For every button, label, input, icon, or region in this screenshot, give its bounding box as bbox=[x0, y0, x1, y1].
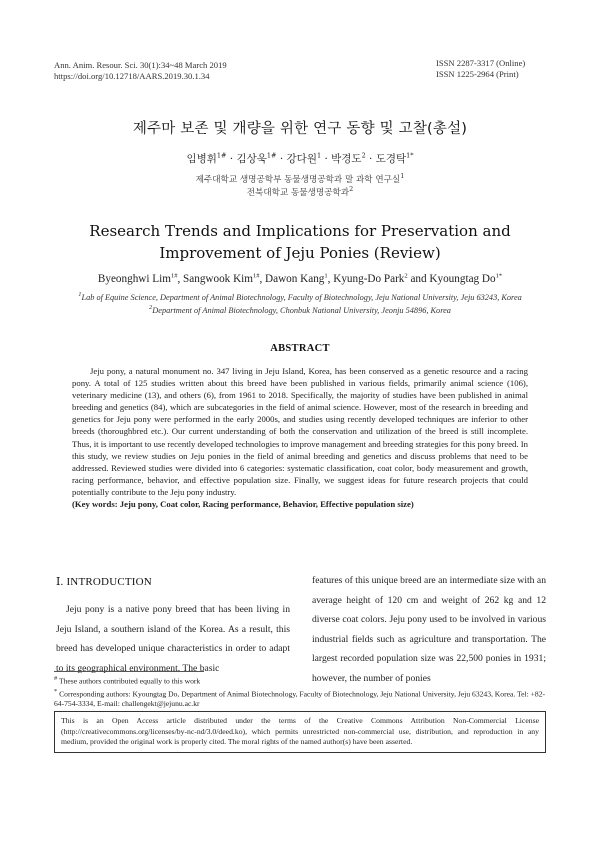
korean-affiliation-2: 전북대학교 동물생명공학과$^2$ bbox=[246, 185, 354, 198]
footnote-rule bbox=[54, 671, 204, 672]
license-box: This is an Open Access article distributed under the terms of the Creative Commons Attribution Non-Commercial License (http://creativecommons.org/licenses/by-nc-nd/3.0/deed.ko), which permits unrestricted non-commercial use, distribution, and reproduction in any medium, provided the original work is properly cited. The moral rights of the named author(s) have been asserted. bbox=[54, 711, 546, 753]
english-title: Research Trends and Implications for Preservation and Improvement of Jeju Ponies (Review) bbox=[89, 222, 511, 262]
intro-left-column bbox=[56, 600, 290, 678]
korean-affiliation-1: 제주대학교 생명공학부 동물생명공학과 말 과학 연구실$^1$ bbox=[195, 172, 405, 185]
kr-author-2: 김상욱$^{1\#}$ bbox=[236, 151, 277, 165]
abstract-heading: ABSTRACT bbox=[270, 343, 330, 354]
journal-citation bbox=[54, 60, 227, 82]
keywords: (Key words: Jeju pony, Coat color, Racing performance, Behavior, Effective population size) bbox=[72, 499, 414, 510]
abstract-body bbox=[72, 365, 528, 510]
abstract-text: Jeju pony, a natural monument no. 347 living in Jeju Island, Korea, has been conserved as a genetic resource and a racing pony. A total of 125 studies written about this breed have been published in various fields, primarily animal science (106), veterinary medicine (13), and others (6), from 1961 to 2018. Specifically, the majority of studies have been published in animal breeding and genetics (84), which are subcategories in the field of animal science. However, most of the research in breeding and genetics for Jeju pony were performed in the early 2000s, and studies using recently developed techniques are inferior to other breeds (thoroughbred etc.). Our current understanding of both the conservation and utilization of the breed is still incomplete. Thus, it is important to use recently developed technologies to improve management and breeding strategies for this pony breed. In this study, we review studies on Jeju ponies in the field of animal breeding and genetics and discuss problems that need to be addressed. Reviewed studies were divided into 6 categories: systematic classification, coat color, body measurement and growth, racing performance, behavior, and effective population size. Finally, we suggest ideas for future research projects that could potentially contribute to the Jeju pony industry. bbox=[72, 366, 528, 497]
intro-paragraph-left: Jeju pony is a native pony breed that has been living in Jeju Island, a southern island of the Korea. As a result, this breed has developed unique characteristics in order to adapt to its geographical environment. The basic bbox=[56, 604, 290, 674]
author-1: Byeonghwi Lim$^{1\#}$, bbox=[97, 272, 184, 285]
korean-title: 제주마 보존 및 개량을 위한 연구 동향 및 고찰(총설) bbox=[132, 121, 468, 137]
issn-block bbox=[436, 58, 525, 80]
korean-authors: 임병휘$^{1\#}$ · 김상욱$^{1\#}$ · 강다원$^1$ · 박경도$^2$ · 도경탁$^{1*}$ bbox=[186, 151, 414, 165]
footnote-corresponding: * Corresponding authors: Kyoungtag Do, Department of Animal Biotechnology, Faculty of Biotechnology, Jeju National University, Jeju 63243, Korea. Tel: +82-64-754-3334, E-mail: challengekt@jejunu.ac.kr bbox=[54, 687, 546, 709]
section-heading-introduction: Ⅰ. INTRODUCTION bbox=[56, 576, 152, 588]
issn-print: ISSN 1225-2964 (Print) bbox=[436, 69, 519, 79]
english-affiliation-1: $^1$Lab of Equine Science, Department of Animal Biotechnology, Faculty of Biotechnology, Jeju National University, Jeju 63243, Korea bbox=[78, 291, 522, 302]
intro-paragraph-right: features of this unique breed are an intermediate size with an average height of 120 cm and weight of 262 kg and 12 diverse coat colors. Jeju pony used to be involved in various industrial fields such as agriculture and transportation. The largest recorded population size was 22,500 ponies in 1931; however, the number of ponies bbox=[312, 575, 546, 684]
author-5: Kyoungtag $Do^{1*}$ bbox=[429, 272, 503, 285]
intro-right-column bbox=[312, 571, 546, 689]
footnote-equal-contribution: # These authors contributed equally to this work bbox=[54, 675, 201, 686]
doi-link[interactable]: https://doi.org/10.12718/AARS.2019.30.1.34 bbox=[54, 71, 210, 81]
issn-online: ISSN 2287-3317 (Online) bbox=[436, 58, 526, 68]
author-3: Dawon Kang$^1$, bbox=[265, 272, 334, 285]
kr-author-1: 임병휘$^{1\#}$ bbox=[186, 151, 227, 165]
author-2: Sangwook Kim$^{1\#}$, bbox=[183, 272, 266, 285]
kr-author-5: 도경탁$^{1*}$ bbox=[375, 151, 414, 165]
kr-author-4: 박경도$^2$ bbox=[331, 151, 366, 165]
footnotes bbox=[54, 674, 546, 710]
author-4: Kyung-Do Park$^2$ and bbox=[333, 272, 430, 285]
english-authors bbox=[0, 273, 600, 285]
journal-line: Ann. Anim. Resour. Sci. 30(1):34~48 March 2019 bbox=[54, 60, 227, 70]
english-affiliation-2: $^2$Department of Animal Biotechnology, Chonbuk National University, Jeonju 54896, Korea bbox=[149, 304, 451, 315]
kr-author-3: 강다원$^1$ bbox=[286, 151, 322, 165]
